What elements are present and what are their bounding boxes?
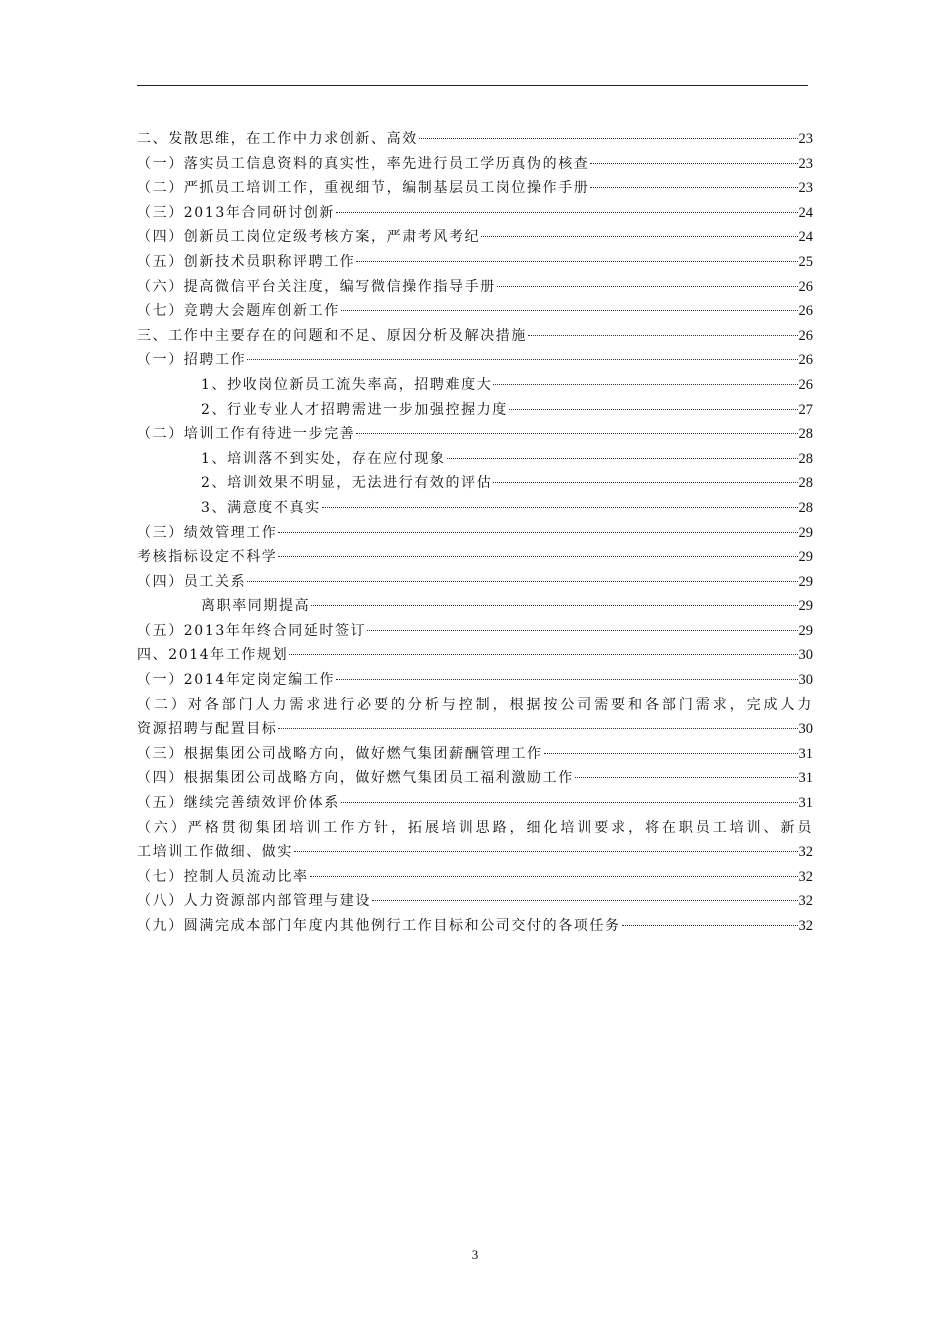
toc-entry[interactable] xyxy=(137,250,813,275)
toc-entry-page: 26 xyxy=(798,352,813,369)
toc-entry-label: （五）创新技术员职称评聘工作 xyxy=(137,253,356,270)
toc-entry-label: （七）控制人员流动比率 xyxy=(137,868,309,885)
toc-entry-page: 26 xyxy=(798,278,813,295)
toc-entry-page: 28 xyxy=(798,499,813,516)
dot-leader xyxy=(528,335,798,336)
toc-entry[interactable] xyxy=(137,889,813,914)
toc-entry[interactable] xyxy=(137,619,813,644)
toc-entry-page: 24 xyxy=(798,229,813,246)
toc-entry-label: （八）人力资源部内部管理与建设 xyxy=(137,893,371,910)
toc-entry[interactable] xyxy=(137,643,813,668)
toc-entry-page: 30 xyxy=(798,672,813,689)
toc-entry[interactable] xyxy=(137,791,813,816)
toc-entry-label: 1、抄收岗位新员工流失率高，招聘难度大 xyxy=(201,376,493,393)
toc-entry-label: （四）创新员工岗位定级考核方案，严肃考风考纪 xyxy=(137,229,481,246)
dot-leader xyxy=(289,654,797,655)
dot-leader xyxy=(575,777,798,778)
toc-entry-page: 26 xyxy=(798,376,813,393)
toc-entry[interactable] xyxy=(137,668,813,693)
toc-entry[interactable] xyxy=(137,693,813,742)
toc-entry[interactable] xyxy=(137,348,813,373)
toc-entry-page: 29 xyxy=(798,622,813,639)
toc-entry-page: 32 xyxy=(798,868,813,885)
toc-entry-page: 31 xyxy=(798,770,813,787)
toc-entry-page: 28 xyxy=(798,475,813,492)
toc-entry-label: （五）2013年年终合同延时签订 xyxy=(137,622,367,639)
toc-entry[interactable] xyxy=(137,816,813,865)
toc-entry-label: （一）落实员工信息资料的真实性，率先进行员工学历真伪的核查 xyxy=(137,155,590,172)
toc-entry-label: （四）员工关系 xyxy=(137,573,247,590)
toc-entry-page: 29 xyxy=(798,524,813,541)
toc-entry[interactable] xyxy=(137,570,813,595)
toc-entry-page: 30 xyxy=(798,647,813,664)
toc-entry[interactable] xyxy=(137,225,813,250)
dot-leader xyxy=(336,679,797,680)
dot-leader xyxy=(497,286,798,287)
toc-entry-page: 32 xyxy=(798,844,813,861)
toc-entry-label: 工培训工作做细、做实 xyxy=(137,844,293,861)
toc-entry-page: 31 xyxy=(798,745,813,762)
toc-entry-page: 23 xyxy=(798,131,813,147)
dot-leader xyxy=(447,458,798,459)
toc-entry-page: 27 xyxy=(798,401,813,418)
dot-leader xyxy=(356,261,797,262)
header-rule xyxy=(137,85,808,86)
dot-leader xyxy=(278,728,797,729)
toc-entry-page: 25 xyxy=(798,253,813,270)
toc-entry-page: 24 xyxy=(798,204,813,221)
toc-entry-label: 1、培训落不到实处，存在应付现象 xyxy=(201,450,446,467)
toc-entry-page: 29 xyxy=(798,549,813,566)
toc-entry-label: 四、2014年工作规划 xyxy=(137,647,289,664)
toc-entry-page: 29 xyxy=(798,573,813,590)
dot-leader xyxy=(419,138,798,139)
page-number: 3 xyxy=(471,1247,479,1262)
toc-entry-label: （一）2014年定岗定编工作 xyxy=(137,672,336,689)
dot-leader xyxy=(336,212,797,213)
toc-entry-label: 3、满意度不真实 xyxy=(201,499,321,516)
toc-entry[interactable] xyxy=(137,521,813,546)
toc-entry[interactable] xyxy=(137,373,813,398)
toc-entry-page: 23 xyxy=(798,180,813,197)
toc-entry-label: （九）圆满完成本部门年度内其他例行工作目标和公司交付的各项任务 xyxy=(137,918,621,934)
toc-entry-label: （六）提高微信平台关注度，编写微信操作指导手册 xyxy=(137,278,496,295)
toc-entry-label-line1: （二）对各部门人力需求进行必要的分析与控制，根据按公司需要和各部门需求，完成人力 xyxy=(137,696,813,713)
toc-entry-label: （二）严抓员工培训工作，重视细节，编制基层员工岗位操作手册 xyxy=(137,180,590,197)
dot-leader xyxy=(278,556,797,557)
toc-entry-page: 32 xyxy=(798,893,813,910)
toc-entry-label-line1: （六）严格贯彻集团培训工作方针，拓展培训思路，细化培训要求，将在职员工培训、新员 xyxy=(137,819,813,836)
toc-entry[interactable] xyxy=(137,398,813,423)
toc-entry-page: 26 xyxy=(798,327,813,344)
toc-entry[interactable] xyxy=(137,914,813,939)
toc-entry[interactable] xyxy=(137,275,813,300)
dot-leader xyxy=(322,507,798,508)
dot-leader xyxy=(278,532,797,533)
toc-entry-label: （三）2013年合同研讨创新 xyxy=(137,204,336,221)
toc-entry-label: （三）根据集团公司战略方向，做好燃气集团薪酬管理工作 xyxy=(137,745,543,762)
toc-entry[interactable] xyxy=(137,422,813,447)
toc-entry-label: 2、行业专业人才招聘需进一步加强控握力度 xyxy=(201,401,508,418)
toc-entry[interactable] xyxy=(137,471,813,496)
dot-leader xyxy=(247,359,797,360)
toc-entry[interactable] xyxy=(137,742,813,767)
toc-entry[interactable] xyxy=(137,766,813,791)
toc-entry[interactable] xyxy=(137,865,813,890)
toc-entry-page: 23 xyxy=(798,155,813,172)
toc-entry-label: （四）根据集团公司战略方向，做好燃气集团员工福利激励工作 xyxy=(137,770,574,787)
toc-entry-page: 31 xyxy=(798,795,813,812)
dot-leader xyxy=(356,433,797,434)
toc-entry-page: 28 xyxy=(798,450,813,467)
toc-entry[interactable] xyxy=(137,201,813,226)
toc-entry[interactable] xyxy=(137,324,813,349)
table-of-contents xyxy=(137,127,813,939)
toc-entry-page: 32 xyxy=(798,918,813,934)
dot-leader xyxy=(294,851,798,852)
toc-entry-page: 30 xyxy=(798,721,813,738)
dot-leader xyxy=(622,925,798,926)
toc-entry[interactable] xyxy=(137,545,813,570)
toc-entry-label: 资源招聘与配置目标 xyxy=(137,721,278,738)
dot-leader xyxy=(341,310,798,311)
dot-leader xyxy=(493,384,797,385)
toc-entry[interactable] xyxy=(137,176,813,201)
toc-entry[interactable] xyxy=(137,152,813,177)
toc-entry-label: （二）培训工作有待进一步完善 xyxy=(137,426,356,443)
dot-leader xyxy=(481,236,797,237)
toc-entry-page: 28 xyxy=(798,426,813,443)
toc-entry-label: （三）绩效管理工作 xyxy=(137,524,278,541)
toc-entry-label: 考核指标设定不科学 xyxy=(137,549,278,566)
toc-entry-label: 三、工作中主要存在的问题和不足、原因分析及解决措施 xyxy=(137,327,527,344)
dot-leader xyxy=(590,163,797,164)
dot-leader xyxy=(590,187,797,188)
dot-leader xyxy=(341,802,798,803)
toc-entry-label: （一）招聘工作 xyxy=(137,352,247,369)
toc-entry-label: 二、发散思维，在工作中力求创新、高效 xyxy=(137,131,418,147)
dot-leader xyxy=(311,605,797,606)
toc-entry[interactable] xyxy=(137,496,813,521)
toc-entry[interactable] xyxy=(137,594,813,619)
dot-leader xyxy=(367,630,797,631)
toc-entry-label: 2、培训效果不明显，无法进行有效的评估 xyxy=(201,475,493,492)
toc-entry[interactable] xyxy=(137,299,813,324)
toc-entry-label: （七）竞聘大会题库创新工作 xyxy=(137,303,340,320)
toc-entry[interactable] xyxy=(137,127,813,152)
dot-leader xyxy=(372,900,798,901)
dot-leader xyxy=(247,581,797,582)
dot-leader xyxy=(310,876,798,877)
dot-leader xyxy=(509,409,798,410)
dot-leader xyxy=(544,753,798,754)
toc-entry-label: （五）继续完善绩效评价体系 xyxy=(137,795,340,812)
toc-entry-page: 26 xyxy=(798,303,813,320)
toc-entry-page: 29 xyxy=(798,598,813,615)
toc-entry[interactable] xyxy=(137,447,813,472)
toc-entry-label: 离职率同期提高 xyxy=(201,598,311,615)
dot-leader xyxy=(493,482,797,483)
